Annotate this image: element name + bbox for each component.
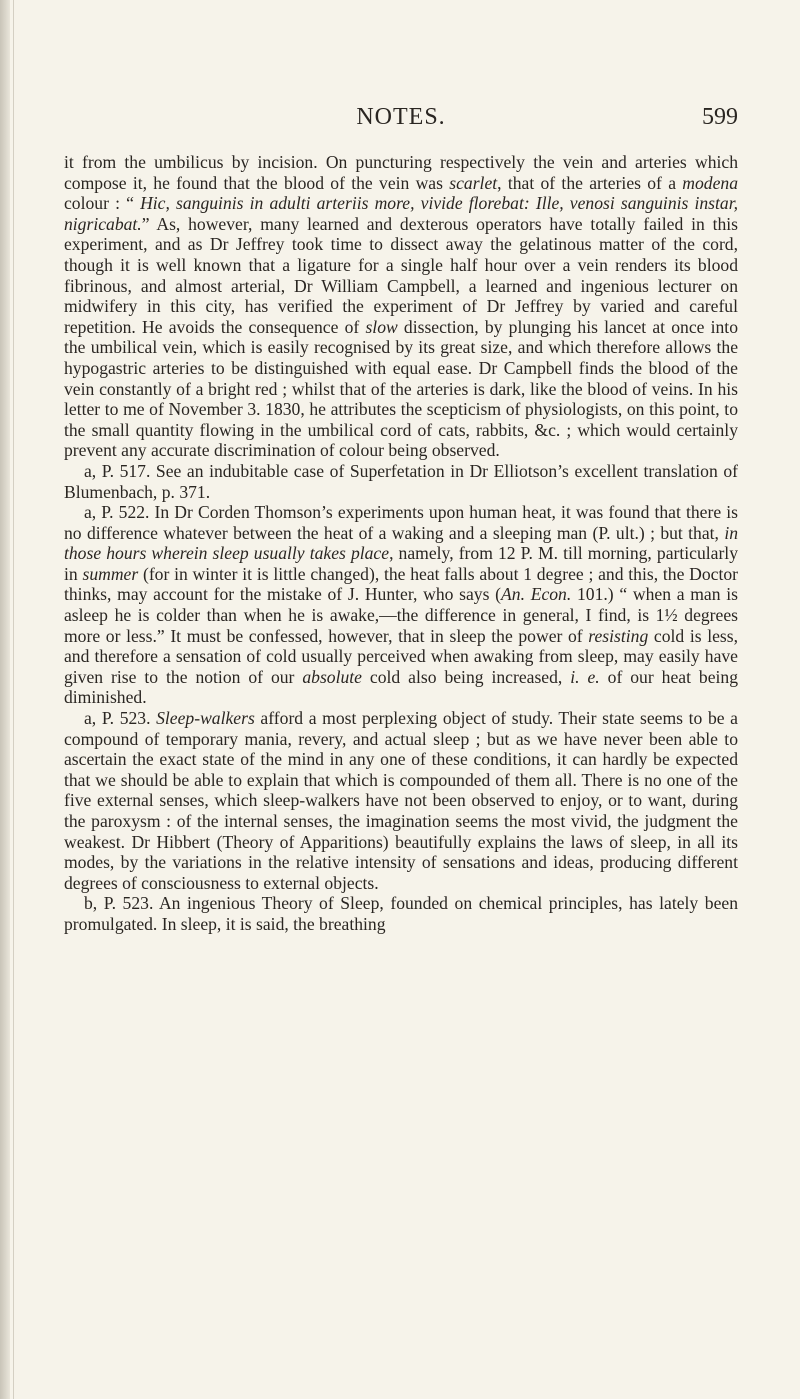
page-gutter-shadow xyxy=(0,0,10,1399)
note-522 xyxy=(64,502,738,708)
text-run: a, P. 523. xyxy=(84,708,157,729)
italic-text: modena xyxy=(682,172,738,193)
text-run: , that of the arteries of a xyxy=(497,172,683,193)
text-run: of our heat being diminished. xyxy=(64,666,738,708)
page-header xyxy=(64,104,738,144)
italic-text: summer xyxy=(82,563,139,584)
note-523a xyxy=(64,708,738,893)
italic-text: scarlet xyxy=(449,172,498,193)
text-run: a, P. 517. See an indubitable case of Superfetation in Dr Elliotson’s excellent translation of Blumenbach, p. 371. xyxy=(64,460,738,502)
italic-text: resisting xyxy=(588,625,649,646)
italic-text: absolute xyxy=(302,666,362,687)
italic-text: Sleep-walkers xyxy=(156,708,255,729)
italic-text: i. e. xyxy=(570,666,600,687)
italic-text: slow xyxy=(365,316,398,337)
text-run: a, P. 522. In Dr Corden Thomson’s experiments upon human heat, it was found that there is no difference whatever between the heat of a waking and a sleeping man (P. ult.) ; but that, xyxy=(64,502,738,543)
text-run: dissection, by plunging his lancet at once into the umbilical vein, which is easily recognised by its great size, and which therefore allows the hypogastric arteries to be distinguished with equal ease. Dr Campbell finds the blood of the vein constantly of a bright red ; whilst that of the arteries is dark, like the blood of veins. In his letter to me of November 3. 1830, he attributes the scepticism of physiologists, on this point, to the small quantity flowing in the umbilical cord of cats, rabbits, &c. ; which would certainly prevent any accurate discrimination of colour being observed. xyxy=(64,316,738,461)
text-run: ” As, however, many learned and dexterous operators have totally failed in this experiment, and as Dr Jeffrey took time to dissect away the gelatinous matter of the cord, though it is well known that a ligature for a single half hour over a vein renders its blood fibrinous, and almost arterial, Dr William Campbell, a learned and ingenious lecturer on midwifery in this city, has verified the experiment of Dr Jeffrey by varied and careful repetition. He avoids the consequence of xyxy=(64,213,738,337)
italic-text: Hic, sanguinis in adulti arteriis more, vivide florebat: Ille, venosi sanguinis instar, nigricabat. xyxy=(64,193,739,234)
italic-text: in those hours wherein sleep usually takes place xyxy=(64,522,738,564)
page-body xyxy=(64,152,738,935)
text-run: cold is less, and therefore a sensation of cold usually perceived when awaking from sleep, may easily have given rise to the notion of our xyxy=(64,625,738,687)
text-run: (for in winter it is little changed), the heat falls about 1 degree ; and this, the Doctor thinks, may account for the mistake of J. Hunter, who says ( xyxy=(64,563,738,605)
text-run: afford a most perplexing object of study. Their state seems to be a compound of temporary mania, revery, and actual sleep ; but as we have never been able to ascertain the exact state of the mind in any one of these conditions, it can hardly be expected that we should be able to explain that which is compounded of them all. There is no one of the five external senses, which sleep-walkers have not been observed to enjoy, or to want, during the paroxysm : of the internal senses, the imagination seems the most vivid, the judgment the weakest. Dr Hibbert (Theory of Apparitions) beautifully explains the laws of sleep, in all its modes, by the variations in the relative intensity of sensations and ideas, producing different degrees of consciousness to external objects. xyxy=(64,708,738,893)
paragraph-continued xyxy=(64,152,738,461)
text-run: it from the umbilicus by incision. On puncturing respectively the vein and arteries which compose it, he found that the blood of the vein was xyxy=(64,152,738,193)
text-run: cold also being increased, xyxy=(361,666,571,687)
text-run: b, P. 523. An ingenious Theory of Sleep, founded on chemical principles, has lately been promulgated. In sleep, it is said, the breathing xyxy=(64,893,738,934)
italic-text: An. Econ. xyxy=(501,584,572,605)
note-517 xyxy=(64,461,738,502)
page-number: 599 xyxy=(702,104,738,130)
text-run: colour : “ xyxy=(64,193,141,214)
text-run: 101.) “ when a man is asleep he is colder than when he is awake,—the difference in general, I find, is 1½ degrees more or less.” It must be confessed, however, that in sleep the power of xyxy=(64,584,738,646)
page-gutter-line xyxy=(13,0,14,1399)
running-head: NOTES. xyxy=(356,104,446,130)
text-run: , namely, from 12 P. M. till morning, particularly in xyxy=(64,543,738,584)
note-523b xyxy=(64,893,738,934)
